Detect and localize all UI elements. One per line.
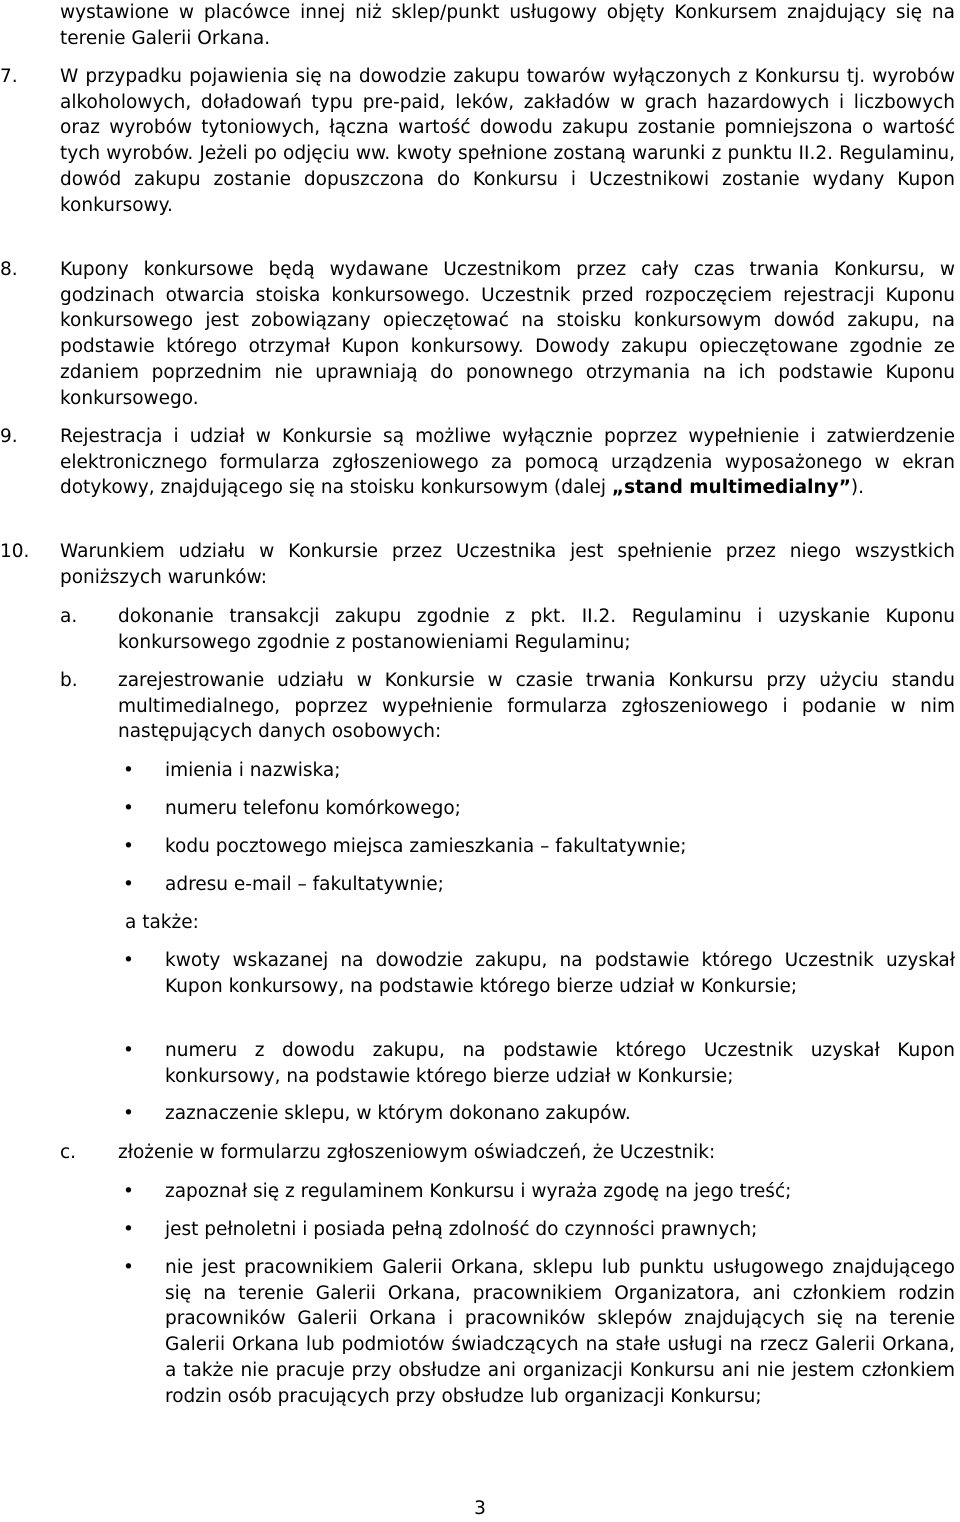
subitem-text: dokonanie transakcji zakupu zgodnie z pkt. II.2. Regulaminu i uzyskanie Kuponu konkursowego zgodnie z postanowieniami Regulaminu;	[118, 606, 955, 653]
bullet-text: numeru telefonu komórkowego;	[165, 798, 461, 819]
intro-paragraph: wystawione w placówce innej niż sklep/punkt usługowy objęty Konkursem znajdujący się na terenie Galerii Orkana.	[60, 2, 955, 49]
bullet-icon: •	[123, 950, 134, 971]
item-text-tail: ).	[850, 477, 864, 499]
bullet-icon: •	[123, 874, 134, 895]
item-text: Warunkiem udziału w Konkursie przez Uczestnika jest spełnienie przez niego wszystkich poniższych warunków:	[60, 541, 955, 588]
bullet-text: adresu e-mail – fakultatywnie;	[165, 874, 444, 895]
bullet-text: numeru z dowodu zakupu, na podstawie którego Uczestnik uzyskał Kupon konkursowy, na podstawie którego bierze udział w Konkursie;	[165, 1040, 955, 1087]
bullet-text: zapoznał się z regulaminem Konkursu i wyraża zgodę na jego treść;	[165, 1181, 792, 1202]
item-text: Kupony konkursowe będą wydawane Uczestnikom przez cały czas trwania Konkursu, w godzinach otwarcia stoiska konkursowego. Uczestnik przed rozpoczęciem rejestracji Kuponu konkursowego jest zobowiązany opieczętować na stoisku konkursowym dowód zakupu, na podstawie którego otrzymał Kupon konkursowy. Dowody zakupu opieczętowane zgodnie ze zdaniem poprzednim nie uprawniają do ponownego otrzymania na ich podstawie Kuponu konkursowego.	[60, 259, 955, 409]
also-label: a także:	[125, 912, 199, 933]
bullet-text: kwoty wskazanej na dowodzie zakupu, na podstawie którego Uczestnik uzyskał Kupon konkursowy, na podstawie którego bierze udział w Konkursie;	[165, 950, 955, 997]
subitem-text: zarejestrowanie udziału w Konkursie w czasie trwania Konkursu przy użyciu standu multimedialnego, poprzez wypełnienie formularza zgłoszeniowego i podanie w nim następujących danych osobowych:	[118, 670, 955, 743]
bullet-icon: •	[123, 1103, 134, 1124]
item-number: 10.	[0, 541, 30, 562]
bullet-text: kodu pocztowego miejsca zamieszkania – fakultatywnie;	[165, 836, 687, 857]
subitem-label: a.	[60, 606, 78, 627]
bullet-icon: •	[123, 798, 134, 819]
item-number: 8.	[0, 259, 18, 280]
item-text	[60, 424, 955, 501]
bullet-icon: •	[123, 1219, 134, 1240]
subitem-text: złożenie w formularzu zgłoszeniowym oświadczeń, że Uczestnik:	[118, 1142, 716, 1163]
subitem-label: c.	[60, 1142, 77, 1163]
bullet-text: zaznaczenie sklepu, w którym dokonano zakupów.	[165, 1103, 631, 1124]
page-number: 3	[474, 1498, 486, 1519]
subitem-label: b.	[60, 670, 78, 691]
bullet-icon: •	[123, 1257, 134, 1278]
bullet-text: jest pełnoletni i posiada pełną zdolność do czynności prawnych;	[165, 1219, 758, 1240]
bullet-text: imienia i nazwiska;	[165, 760, 341, 781]
bullet-icon: •	[123, 836, 134, 857]
item-number: 9.	[0, 426, 18, 447]
item-number: 7.	[0, 66, 18, 87]
term-stand-multimedialny: „stand multimedialny”	[611, 477, 851, 499]
item-text: W przypadku pojawienia się na dowodzie zakupu towarów wyłączonych z Konkursu tj. wyrobów alkoholowych, doładowań typu pre-paid, leków, zakładów w grach hazardowych i liczbowych oraz wyrobów tytoniowych, łączna wartość dowodu zakupu zostanie pomniejszona o wartość tych wyrobów. Jeżeli po odjęciu ww. kwoty spełnione zostaną warunki z punktu II.2. Regulaminu, dowód zakupu zostanie dopuszczona do Konkursu i Uczestnikowi zostanie wydany Kupon konkursowy.	[60, 66, 955, 216]
bullet-text: nie jest pracownikiem Galerii Orkana, sklepu lub punktu usługowego znajdującego się na terenie Galerii Orkana, pracownikiem Organizatora, ani członkiem rodzin pracowników Galerii Orkana i pracowników sklepów znajdujących się na terenie Galerii Orkana lub podmiotów świadczących na stałe usługi na rzecz Galerii Orkana, a także nie pracuje przy obsłudze ani organizacji Konkursu ani nie jestem członkiem rodzin osób pracujących przy obsłudze lub organizacji Konkursu;	[165, 1257, 955, 1407]
bullet-icon: •	[123, 1040, 134, 1061]
bullet-icon: •	[123, 760, 134, 781]
item-text-main: Rejestracja i udział w Konkursie są możliwe wyłącznie poprzez wypełnienie i zatwierdzenie elektronicznego formularza zgłoszeniowego za pomocą urządzenia wyposażonego w ekran dotykowy, znajdującego się na stoisku konkursowym (dalej	[60, 426, 955, 499]
bullet-icon: •	[123, 1181, 134, 1202]
